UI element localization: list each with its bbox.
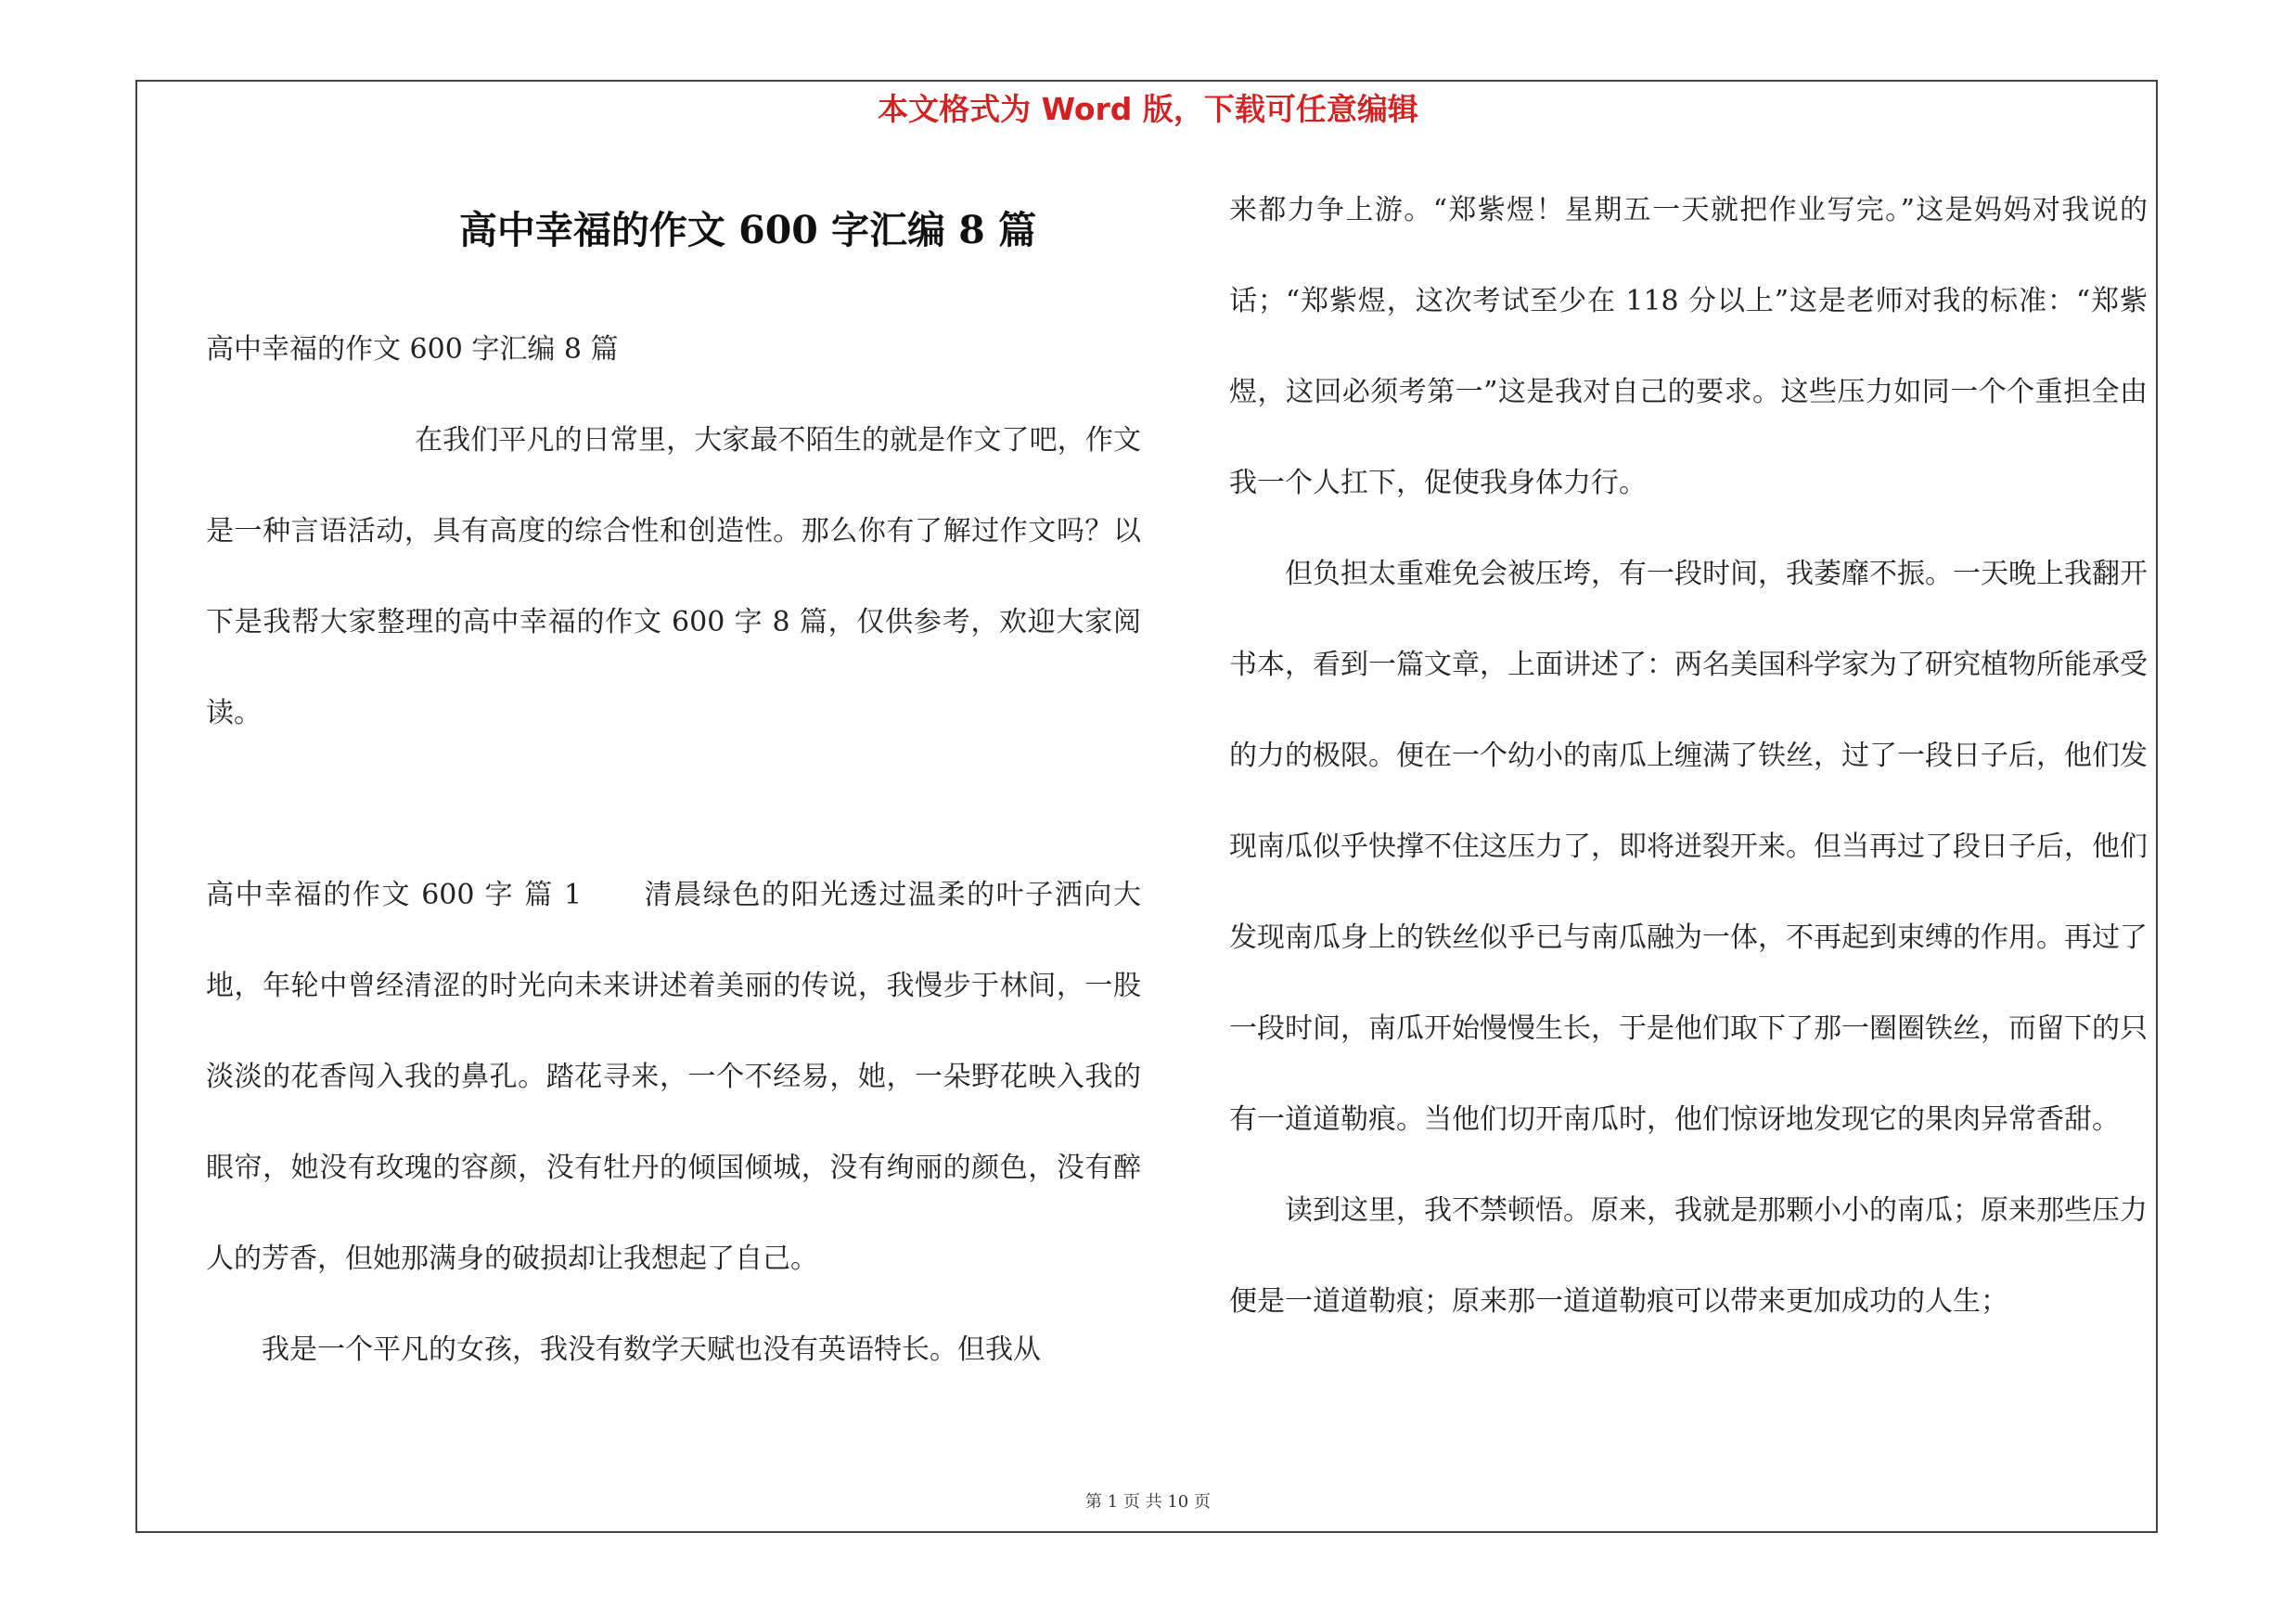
left-column: [206, 304, 1141, 1396]
right-paragraph-1: 来都力争上游。“郑紫煜！星期五一天就把作业写完。”这是妈妈对我说的话；“郑紫煜，这次考试至少在 118 分以上”这是老师对我的标准：“郑紫煜，这回必须考第一”这是我对自己的要求。这些压力如同一个个重担全由我一个人扛下，促使我身体力行。: [1229, 194, 2148, 499]
essay-1-body: 清晨绿色的阳光透过温柔的叶子洒向大地，年轮中曾经清涩的时光向未来讲述着美丽的传说，我慢步于林间，一股淡淡的花香闯入我的鼻孔。踏花寻来，一个不经易，她，一朵野花映入我的眼帘，她没有玫瑰的容颜，没有牡丹的倾国倾城，没有绚丽的颜色，没有醉人的芳香，但她那满身的破损却让我想起了自己。: [206, 879, 1141, 1275]
right-paragraph-3: 读到这里，我不禁顿悟。原来，我就是那颗小小的南瓜；原来那些压力便是一道道勒痕；原来那一道道勒痕可以带来更加成功的人生；: [1229, 1194, 2148, 1318]
essay-1-paragraph-2: 我是一个平凡的女孩，我没有数学天赋也没有英语特长。但我从: [262, 1333, 1041, 1366]
right-column: [1229, 165, 2148, 1347]
right-paragraph-2: 但负担太重难免会被压垮，有一段时间，我萎靡不振。一天晚上我翻开书本，看到一篇文章，上面讲述了：两名美国科学家为了研究植物所能承受的力的极限。便在一个幼小的南瓜上缠满了铁丝，过了一段日子后，他们发现南瓜似乎快撑不住这压力了，即将迸裂开来。但当再过了段日子后，他们发现南瓜身上的铁丝似乎已与南瓜融为一体，不再起到束缚的作用。再过了一段时间，南瓜开始慢慢生长，于是他们取下了那一圈圈铁丝，而留下的只有一道道勒痕。当他们切开南瓜时，他们惊讶地发现它的果肉异常香甜。: [1229, 558, 2148, 1136]
document-title: 高中幸福的作文 600 字汇编 8 篇: [458, 208, 1037, 252]
paragraph-spacer: [206, 759, 1141, 850]
intro-paragraph: 在我们平凡的日常里，大家最不陌生的就是作文了吧，作文是一种言语活动，具有高度的综合性和创造性。那么你有了解过作文吗？以下是我帮大家整理的高中幸福的作文 600 字 8 篇，仅供参考，欢迎大家阅读。: [206, 424, 1141, 729]
word-format-banner: 本文格式为 Word 版，下载可任意编辑: [878, 91, 1418, 127]
document-subtitle: 高中幸福的作文 600 字汇编 8 篇: [206, 333, 619, 366]
page-footer: 第 1 页 共 10 页: [1085, 1492, 1211, 1512]
essay-1-paragraph-1: [206, 850, 1141, 1305]
essay-1-heading: 高中幸福的作文 600 字 篇 1: [206, 879, 583, 911]
